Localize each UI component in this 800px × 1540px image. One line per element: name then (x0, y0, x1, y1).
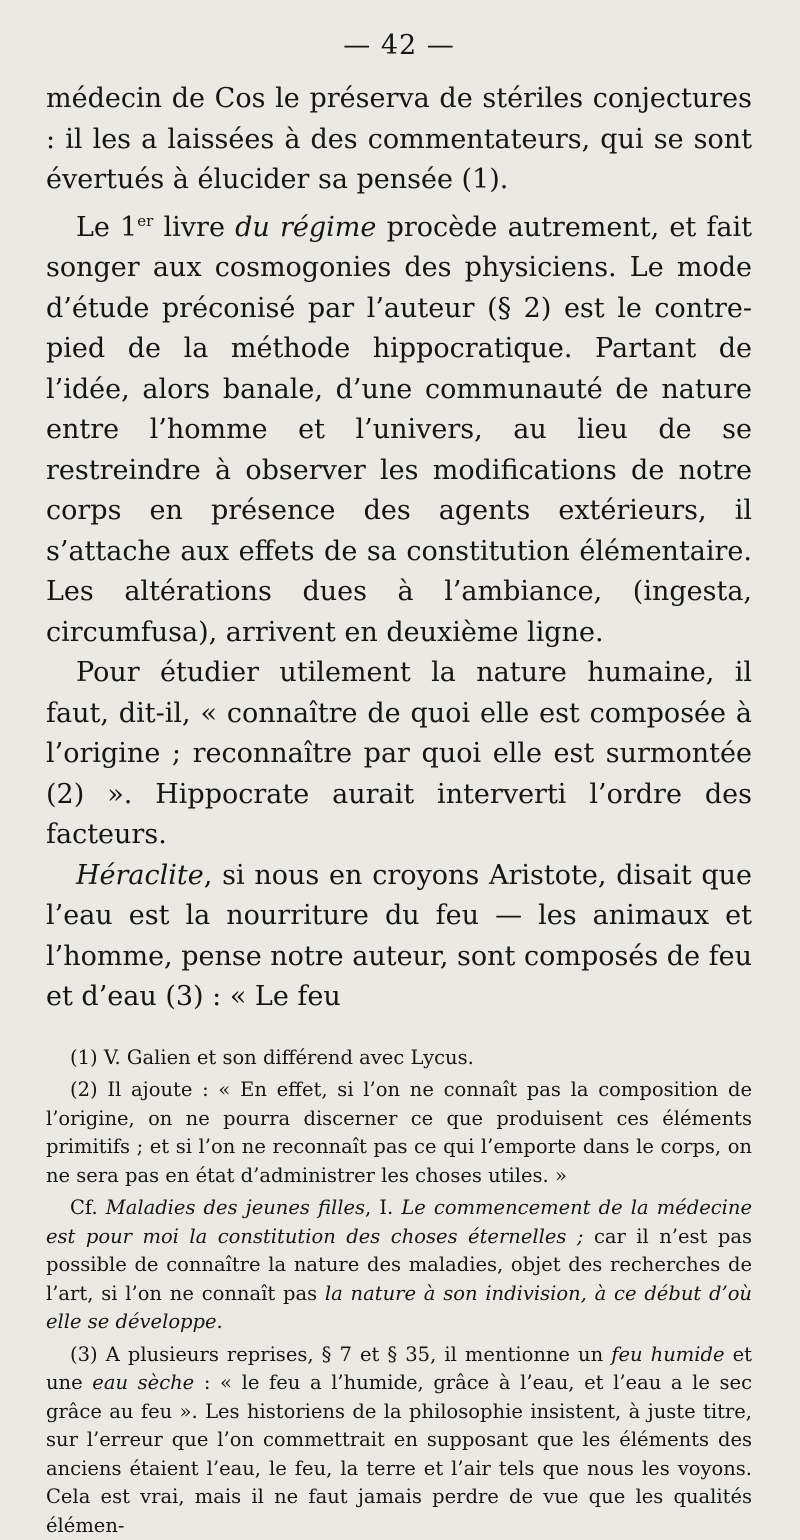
paragraph-3: Pour étudier utilement la nature humaine, il faut, dit-il, « connaître de quoi elle est composée à l’origine ; reconnaître par quoi elle est surmontée (2) ». Hippocrate aurait interverti l’ordre des facteurs. (46, 653, 752, 856)
p4-text: , si nous en croyons Aristote, disait que l’eau est la nourriture du feu — les animaux et l’homme, pense notre auteur, sont composés de feu et d’eau (3) : « Le feu (46, 860, 752, 1013)
fn2b-b: , I. (365, 1196, 401, 1219)
footnote-2-continued (46, 1194, 752, 1337)
p2-start: Le 1 (76, 212, 137, 243)
footnotes (46, 1044, 752, 1540)
footnote-1: (1) V. Galien et son différend avec Lycus. (46, 1044, 752, 1073)
p2-book-title: du régime (235, 212, 376, 243)
fn2b-a: Cf. (70, 1196, 106, 1219)
page-number: — 42 — (46, 30, 752, 61)
p4-name: Héraclite (76, 860, 204, 891)
fn3-b: et une (46, 1343, 752, 1395)
footnote-2: (2) Il ajoute : « En effet, si l’on ne connaît pas la composition de l’origine, on ne pourra discerner ce que produisent ces éléments primitifs ; et si l’on ne reconnaît pas ce qui l’emporte dans le corps, on ne sera pas en état d’administrer les choses utiles. » (46, 1076, 752, 1190)
paragraph-4 (46, 856, 752, 1018)
p2-superscript: er (137, 212, 153, 230)
fn2b-title: Maladies des jeunes filles (106, 1196, 365, 1219)
p2-text-b: livre (153, 212, 235, 243)
main-text (46, 79, 752, 1018)
fn3-term-2: eau sèche (92, 1371, 194, 1394)
fn3-c: : « le feu a l’humide, grâce à l’eau, et l’eau a le sec grâce au feu ». Les historiens de la philosophie insistent, à juste titre, sur l’erreur que l’on commettrait en supposant que les éléments des anciens étaient l’eau, le feu, la terre et l’air tels que nous les voyons. Cela est vrai, mais il ne faut jamais perdre de vue que les qualités élémen- (46, 1371, 752, 1537)
paragraph-1: médecin de Cos le préserva de stériles conjectures : il les a laissées à des commentateurs, qui se sont évertués à élucider sa pensée (1). (46, 79, 752, 201)
fn2b-c: car il n’est pas possible de connaître la nature des maladies, objet des recherches de l’art, si l’on ne connaît pas (46, 1225, 752, 1305)
fn2b-quote-2: la nature à son indivision, à ce début d’où elle se développe. (46, 1282, 752, 1334)
footnote-3 (46, 1341, 752, 1540)
paragraph-2 (46, 201, 752, 654)
fn3-term-1: feu humide (611, 1343, 724, 1366)
p2-text-c: procède autrement, et fait songer aux cosmogonies des physiciens. Le mode d’étude préconisé par l’auteur (§ 2) est le contre-pied de la méthode hippocratique. Partant de l’idée, alors banale, d’une communauté de nature entre l’homme et l’univers, au lieu de se restreindre à observer les modifications de notre corps en présence des agents extérieurs, il s’attache aux effets de sa constitution élémentaire. Les altérations dues à l’ambiance, (ingesta, circumfusa), arrivent en deuxième ligne. (46, 212, 752, 648)
fn2b-quote-1: Le commencement de la médecine est pour moi la constitution des choses éternelles ; (46, 1196, 752, 1248)
fn3-a: (3) A plusieurs reprises, § 7 et § 35, il mentionne un (70, 1343, 611, 1366)
